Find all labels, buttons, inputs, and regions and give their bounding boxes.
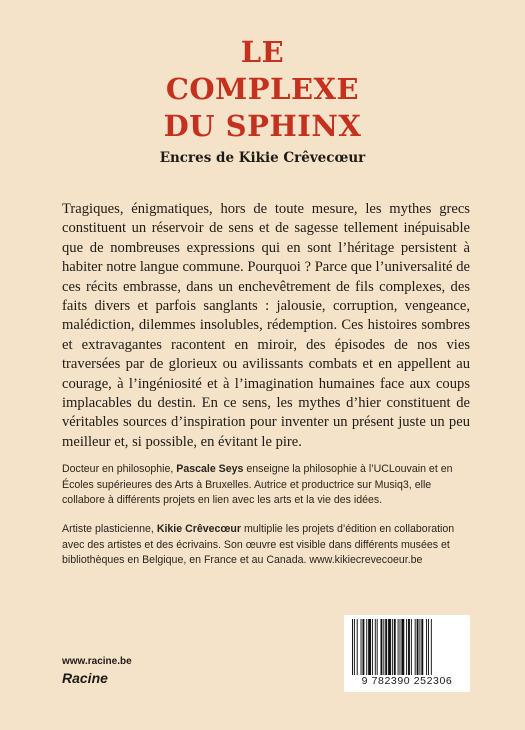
barcode-bar xyxy=(361,619,362,675)
artist-bio-prefix: Artiste plasticienne, xyxy=(62,523,157,535)
author-bio xyxy=(62,462,474,509)
barcode-bar xyxy=(388,619,391,675)
artist-bio-text: multiplie les projets d’édition en collaboration avec des artistes et des écrivains. Son œuvre est visible dans différents musées et bibliothèques en Belgique, en France et au Canada. www.kikiecrevecoeur.be xyxy=(62,523,455,566)
barcode-bar xyxy=(401,619,404,675)
publisher-url[interactable]: www.racine.be xyxy=(62,656,132,667)
barcode-bars-icon xyxy=(350,619,464,675)
book-subtitle: Encres de Kikie Crêvecœur xyxy=(159,150,366,166)
barcode-bar xyxy=(408,619,410,675)
isbn-barcode xyxy=(344,615,470,692)
barcode-bar xyxy=(406,619,407,675)
barcode-bar xyxy=(377,619,378,675)
barcode-bar xyxy=(394,619,396,675)
barcode-bar xyxy=(383,619,384,675)
title-line-1: LE xyxy=(240,35,285,69)
author-name: Pascale Seys xyxy=(176,463,244,475)
barcode-bar xyxy=(362,619,364,675)
title-line-3: DU SPHINX xyxy=(163,109,362,143)
author-bio-text: enseigne la philosophie à l’UCLouvain et en Écoles supérieures des Arts à Bruxelles. Autrice et productrice sur Musiq3, elle collabore à différents projets en lien avec les arts et la vie des idées. xyxy=(62,463,453,506)
barcode-bar xyxy=(426,619,427,675)
title-line-2: COMPLEXE xyxy=(165,72,360,106)
barcode-bar xyxy=(352,619,353,675)
book-title xyxy=(0,34,525,145)
barcode-bar xyxy=(428,619,429,675)
barcode-bar xyxy=(400,619,401,675)
publisher-logo: Racine xyxy=(62,670,108,686)
barcode-bar xyxy=(375,619,376,675)
barcode-bar xyxy=(392,619,393,675)
barcode-bar xyxy=(431,619,432,675)
barcode-bar xyxy=(398,619,399,675)
barcode-bar xyxy=(354,619,355,675)
barcode-bar xyxy=(419,619,420,675)
barcode-bar xyxy=(385,619,387,675)
barcode-bar xyxy=(417,619,419,675)
artist-name: Kikie Crêvecœur xyxy=(156,523,242,535)
barcode-bar xyxy=(415,619,416,675)
blurb-text: Tragiques, énigmatiques, hors de toute mesure, les mythes grecs constituent un réservoir de sens et de sagesse tellement inépuisable que de nombreuses expressions qui en sont l’héritage persistent à habiter notre langue commune. Pourquoi ? Parce que l’universalité de ces récits embrasse, dans un enchevêtrement de fils complexes, des faits divers et parfois sanglants : jalousie, corruption, vengeance, malédiction, dilemmes insolubles, rédemption. Ces histoires sombres et extravagantes racontent en miroir, des épisodes de nos vies traversées par de glorieux ou avilissants combats et en appellent au courage, à l’ingéniosité et à l’imagination humaines face aux coups implacables du destin. En ce sens, les mythes d’hier constituent de véritables sources d’inspiration pour inventer un présent juste un peu meilleur et, si possible, en évitant le pire. xyxy=(62,201,470,450)
author-bio-prefix: Docteur en philosophie, xyxy=(62,463,177,475)
barcode-bar xyxy=(381,619,383,675)
barcode-bar xyxy=(421,619,423,675)
barcode-bar xyxy=(366,619,367,675)
barcode-bar xyxy=(368,619,371,675)
barcode-bar xyxy=(357,619,358,675)
artist-bio xyxy=(62,522,474,569)
isbn-number: 9 782390 252306 xyxy=(361,675,453,687)
barcode-bar xyxy=(411,619,412,675)
barcode-bar xyxy=(372,619,373,675)
